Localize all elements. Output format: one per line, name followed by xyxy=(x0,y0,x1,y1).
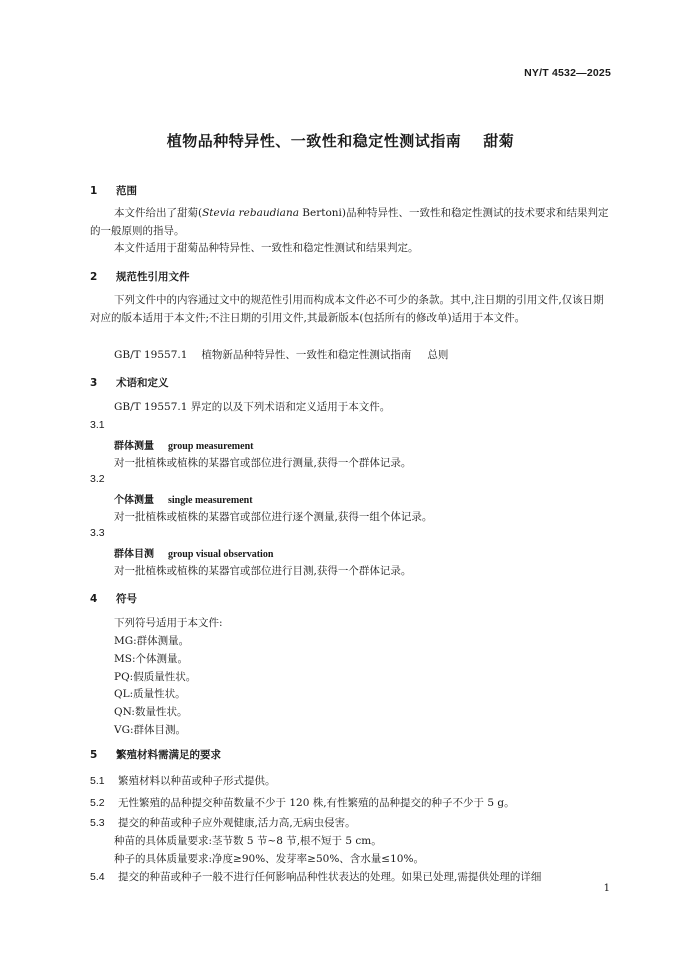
clause-5-4 xyxy=(90,869,541,884)
clause-number: 5.1 xyxy=(90,775,105,787)
term-definition: 对一批植株或植株的某器官或部位进行逐个测量,获得一组个体记录。 xyxy=(114,511,433,523)
section-number: 4 xyxy=(90,593,98,605)
term-heading xyxy=(114,437,253,452)
section-2-heading xyxy=(90,269,190,284)
section-number: 2 xyxy=(90,271,98,283)
clause-text: 提交的种苗或种子一般不进行任何影响品种性状表达的处理。如果已处理,需提供处理的详细 xyxy=(118,871,542,883)
section-4-heading xyxy=(90,591,137,606)
term-number: 3.1 xyxy=(90,419,105,431)
term-chinese: 群体测量 xyxy=(114,441,154,452)
section-number: 3 xyxy=(90,377,98,389)
section-number: 1 xyxy=(90,185,98,197)
latin-species-name: Stevia rebaudiana xyxy=(202,207,299,219)
reference-entry xyxy=(114,347,448,362)
section-number: 5 xyxy=(90,749,98,761)
term-chinese: 个体测量 xyxy=(114,495,154,506)
term-definition: 对一批植株或植株的某器官或部位进行目测,获得一个群体记录。 xyxy=(114,565,412,577)
term-number: 3.2 xyxy=(90,473,105,485)
title-main: 植物品种特异性、一致性和稳定性测试指南 xyxy=(166,132,462,150)
standard-number: NY/T 4532—2025 xyxy=(524,67,611,79)
term-number: 3.3 xyxy=(90,527,105,539)
section-1-heading xyxy=(90,183,137,198)
title-crop: 甜菊 xyxy=(483,132,515,150)
section-title: 范围 xyxy=(116,185,137,197)
symbol-item: QN:数量性状。 xyxy=(114,706,188,718)
term-english: group visual observation xyxy=(168,549,274,560)
clause-text: 繁殖材料以种苗或种子形式提供。 xyxy=(118,775,276,787)
term-english: single measurement xyxy=(168,495,253,506)
symbol-item: VG:群体目测。 xyxy=(114,724,187,736)
term-heading xyxy=(114,545,273,560)
section-3-heading xyxy=(90,375,169,390)
scope-paragraph-1: 本文件给出了甜菊(Stevia rebaudiana Bertoni)品种特异性、一致性和稳定性测试的技术要求和结果判定的一般原则的指导。 xyxy=(90,207,609,237)
reference-code: GB/T 19557.1 xyxy=(114,349,188,361)
reference-part: 总则 xyxy=(427,349,449,361)
section-title: 规范性引用文件 xyxy=(116,271,190,283)
symbol-item: MS:个体测量。 xyxy=(114,653,188,665)
term-definition: 对一批植株或植株的某器官或部位进行测量,获得一个群体记录。 xyxy=(114,457,412,469)
section-title: 术语和定义 xyxy=(116,377,169,389)
symbol-item: MG:群体测量。 xyxy=(114,635,190,647)
clause-number: 5.2 xyxy=(90,797,105,809)
document-title xyxy=(0,130,681,151)
clause-number: 5.4 xyxy=(90,871,105,883)
seedling-requirements: 种苗的具体质量要求:茎节数 5 节~8 节,根不短于 5 cm。 xyxy=(114,835,382,847)
normative-references-paragraph: 下列文件中的内容通过文中的规范性引用而构成本文件必不可少的条款。其中,注日期的引用文件,仅该日期对应的版本适用于本文件;不注日期的引用文件,其最新版本(包括所有的修改单)适用于本文件。 xyxy=(90,294,604,324)
term-english: group measurement xyxy=(168,441,254,452)
terms-intro: GB/T 19557.1 界定的以及下列术语和定义适用于本文件。 xyxy=(114,401,391,413)
symbol-item: PQ:假质量性状。 xyxy=(114,671,197,683)
term-heading xyxy=(114,491,253,506)
scope-paragraph-2: 本文件适用于甜菊品种特异性、一致性和稳定性测试和结果判定。 xyxy=(114,242,419,254)
section-5-heading xyxy=(90,747,221,762)
reference-title: 植物新品种特异性、一致性和稳定性测试指南 xyxy=(201,349,412,361)
clause-number: 5.3 xyxy=(90,817,105,829)
clause-text: 无性繁殖的品种提交种苗数量不少于 120 株,有性繁殖的品种提交的种子不少于 5 g。 xyxy=(118,797,515,809)
page-number: 1 xyxy=(603,883,610,894)
section-title: 繁殖材料需满足的要求 xyxy=(116,749,221,761)
seed-requirements: 种子的具体质量要求:净度≥90%、发芽率≥50%、含水量≤10%。 xyxy=(114,853,424,865)
term-chinese: 群体目测 xyxy=(114,549,154,560)
symbols-intro: 下列符号适用于本文件: xyxy=(114,617,223,629)
clause-5-2 xyxy=(90,795,515,810)
clause-5-3 xyxy=(90,815,356,830)
clause-5-1 xyxy=(90,773,276,788)
section-title: 符号 xyxy=(116,593,137,605)
symbol-item: QL:质量性状。 xyxy=(114,688,186,700)
clause-text: 提交的种苗或种子应外观健康,活力高,无病虫侵害。 xyxy=(118,817,356,829)
